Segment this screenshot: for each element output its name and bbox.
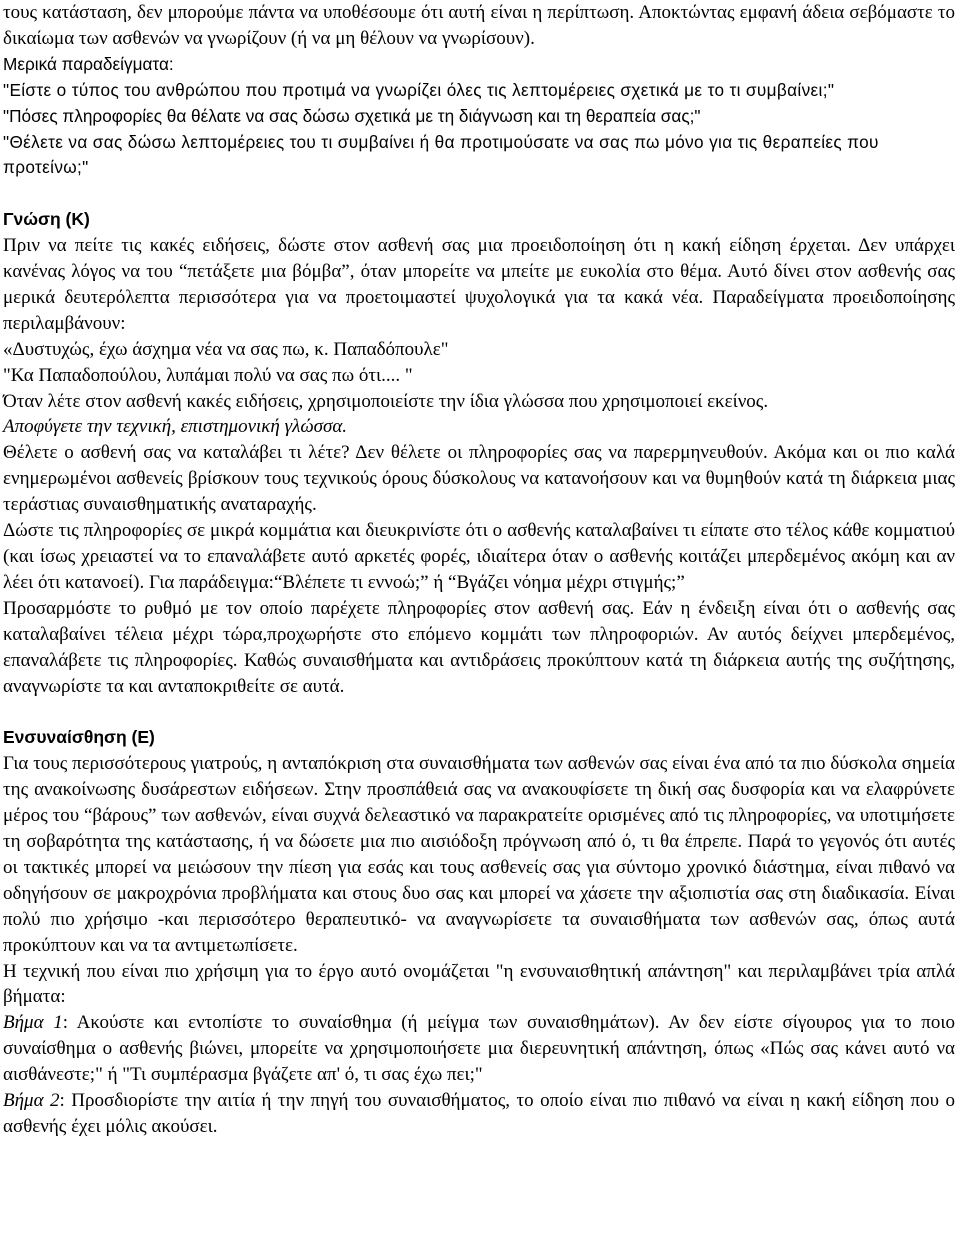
knowledge-paragraph-4: Δώστε τις πληροφορίες σε μικρά κομμάτια και διευκρινίστε ότι ο ασθενής καταλαβαίνει τι είπατε στο τέλος κάθε κομματιού (και ίσως χρειαστεί να το επαναλάβετε αυτό αρκετές φορές, ιδιαίτερα όταν ο ασθενής κοιτάζει μπερδεμένος ακόμη και αν λέει ότι κατανοεί). Για παράδειγμα:“Βλέπετε τι εννοώ;” ή “Βγάζει νόημα μέχρι στιγμής;” (3, 520, 955, 593)
knowledge-avoid-line (3, 414, 955, 440)
intro-paragraph: τους κατάσταση, δεν μπορούμε πάντα να υποθέσουμε ότι αυτή είναι η περίπτωση. Αποκτώντας εμφανή άδεια σεβόμαστε το δικαίωμα των ασθενών να γνωρίζουν (ή να μη θέλουν να γνωρίσουν). (3, 2, 955, 49)
section-spacer (3, 699, 955, 725)
examples-label: Μερικά παραδείγματα: (3, 53, 174, 74)
step-1-text: : Ακούστε και εντοπίστε το συναίσθημα (ή μείγμα των συναισθημάτων). Αν δεν είστε σίγουρος για το ποιο συναίσθημα ο ασθενής βιώνει, μπορείτε να χρησιμοποιήσετε μια διερευνητική απάντηση, όπως «Πώς σας κάνει αυτό να αισθάνεστε;" ή "Τι συμπέρασμα βγάζετε απ' ό, τι σας έχω πει;" (3, 1012, 955, 1086)
step-2-text: : Προσδιορίστε την αιτία ή την πηγή του συναισθήματος, το οποίο είναι πιο πιθανό να είναι η κακή είδηση που ο ασθενής έχει μόλις ακούσει. (3, 1090, 955, 1137)
step-1-label: Βήμα 1 (3, 1012, 63, 1034)
example-question-2: "Πόσες πληροφορίες θα θέλατε να σας δώσω σχετικά με τη διάγνωση και τη θεραπεία σας;" (3, 105, 701, 126)
knowledge-example-1: «Δυστυχώς, έχω άσχημα νέα να σας πω, κ. Παπαδόπουλε" (3, 338, 449, 360)
example-question-3: "Θέλετε να σας δώσω λεπτομέρειες του τι συμβαίνει ή θα προτιμούσατε να σας πω μόνο για τις θεραπείες που προτείνω;" (3, 131, 879, 178)
knowledge-avoid-text: Αποφύγετε την τεχνική, επιστημονική γλώσσα. (3, 416, 348, 438)
empathy-heading: Ενσυναίσθηση (Ε) (3, 727, 155, 748)
section-spacer (3, 181, 955, 207)
step-2-label: Βήμα 2 (3, 1090, 60, 1112)
knowledge-paragraph-2: Όταν λέτε στον ασθενή κακές ειδήσεις, χρησιμοποιείστε την ίδια γλώσσα που χρησιμοποιεί εκείνος. (3, 390, 769, 412)
knowledge-paragraph-3: Θέλετε ο ασθενή σας να καταλάβει τι λέτε? Δεν θέλετε οι πληροφορίες σας να παρερμηνευθούν. Ακόμα και οι πιο καλά ενημερωμένοι ασθενείς βρίσκουν τους τεχνικούς όρους δύσκολους να κατανοήσουν και να θυμηθούν κατά τη διάρκεια μιας τεράστιας συναισθηματικής αναταραχής. (3, 442, 955, 516)
knowledge-paragraph-1: Πριν να πείτε τις κακές ειδήσεις, δώστε στον ασθενή σας μια προειδοποίηση ότι η κακή είδηση έρχεται. Δεν υπάρχει κανένας λόγος να του “πετάξετε μια βόμβα”, όταν μπορείτε να μπείτε με ευκολία στο θέμα. Αυτό δίνει στον ασθενής σας μερικά δευτερόλεπτα περισσότερα για να προετοιμαστεί ψυχολογικά για τα κακά νέα. Παραδείγματα προειδοποίησης περιλαμβάνουν: (3, 235, 955, 334)
empathy-step-2 (3, 1088, 955, 1140)
empathy-paragraph-2: Η τεχνική που είναι πιο χρήσιμη για το έργο αυτό ονομάζεται "η ενσυναισθητική απάντηση" και περιλαμβάνει τρία απλά βήματα: (3, 960, 955, 1008)
knowledge-paragraph-5: Προσαρμόστε το ρυθμό με τον οποίο παρέχετε πληροφορίες στον ασθενή σας. Εάν η ένδειξη είναι ότι ο ασθενής σας καταλαβαίνει τέλεια μέχρι τώρα,προχωρήστε στο επόμενο κομμάτι των πληροφοριών. Αν αυτός δείχνει μπερδεμένος, επαναλάβετε τις πληροφορίες. Καθώς συναισθήματα και αντιδράσεις προκύπτουν κατά τη διάρκεια αυτής της συζήτησης, αναγνωρίστε τα και ανταποκριθείτε σε αυτά. (3, 597, 955, 697)
example-question-1: "Είστε ο τύπος του ανθρώπου που προτιμά να γνωρίζει όλες τις λεπτομέρειες σχετικά με το τι συμβαίνει;" (3, 79, 835, 100)
empathy-paragraph-1: Για τους περισσότερους γιατρούς, η ανταπόκριση στα συναισθήματα των ασθενών σας είναι ένα από τα πιο δύσκολα σημεία της ανακοίνωσης δυσάρεστων ειδήσεων. Στην προσπάθειά σας να ανακουφίσετε τη δική σας δυσφορία και να ελαφρύνετε μέρος του “βάρους” των ασθενών, είναι συχνά δελεαστικό να παρακρατείτε ορισμένες από τις πληροφορίες, να υποτιμήσετε τη σοβαρότητα της κατάστασης, ή να δώσετε μια πιο αισιόδοξη πρόγνωση από ό, τι θα έπρεπε. Παρά το γεγονός ότι αυτές οι τακτικές μπορεί να μειώσουν την πίεση για εσάς και τους ασθενείς σας για σύντομο χρονικό διάστημα, είναι πιθανό να οδηγήσουν σε μακροχρόνια προβλήματα και στους δυο σας και μπορεί να χάσετε την αξιοπιστία σας στη διαδικασία. Είναι πολύ πιο χρήσιμο -και περισσότερο θεραπευτικό- να αναγνωρίσετε τα συναισθήματα των ασθενών σας, όπως αυτά προκύπτουν και να τα αντιμετωπίσετε. (3, 753, 955, 956)
knowledge-example-2: "Κα Παπαδοπούλου, λυπάμαι πολύ να σας πω ότι.... " (3, 364, 413, 386)
knowledge-heading: Γνώση (Κ) (3, 209, 90, 230)
empathy-step-1 (3, 1010, 955, 1088)
document-page (3, 0, 955, 1140)
